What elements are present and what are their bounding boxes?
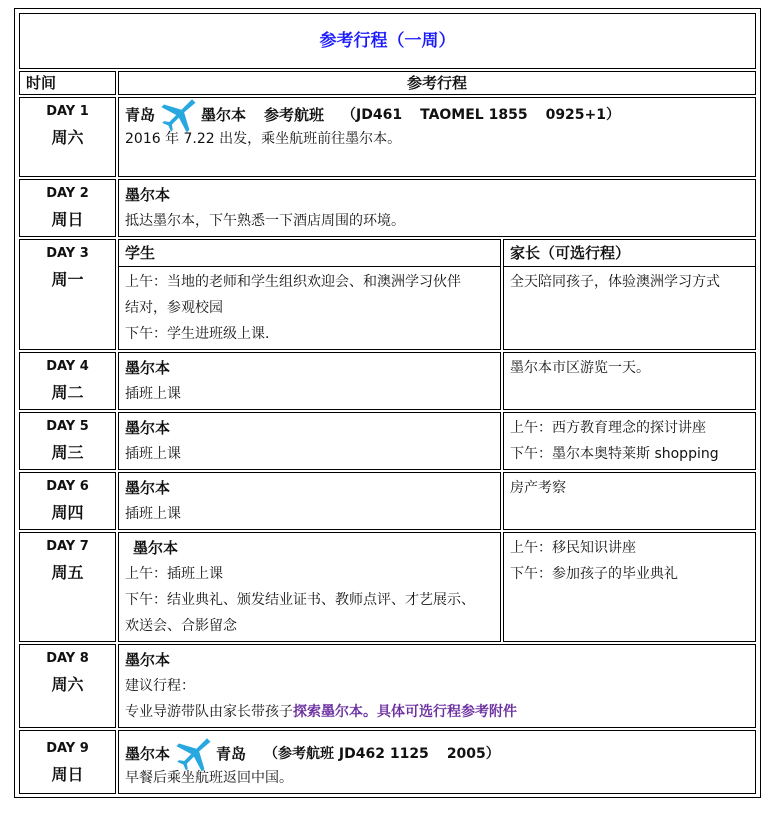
table-row-day3 xyxy=(19,239,756,350)
origin-city: 墨尔本 xyxy=(125,745,171,763)
itinerary-cell xyxy=(118,97,756,177)
student-cell xyxy=(118,239,501,350)
parent-cell xyxy=(503,352,756,410)
table-row-day9 xyxy=(19,730,756,794)
day-cell xyxy=(19,239,116,350)
student-cell xyxy=(118,352,501,410)
weekday-label: 周四 xyxy=(51,503,84,522)
parent-cell xyxy=(503,532,756,642)
weekday-label: 周六 xyxy=(51,128,84,147)
weekday-label: 周五 xyxy=(51,563,84,582)
parent-pm: 下午：参加孩子的毕业典礼 xyxy=(510,566,678,582)
day-note: 2016 年 7.22 出发，乘坐航班前往墨尔本。 xyxy=(125,131,402,147)
weekday-label: 周二 xyxy=(51,383,84,402)
parent-note: 房产考察 xyxy=(510,480,566,496)
itinerary-table xyxy=(17,11,758,796)
table-row-day2 xyxy=(19,179,756,237)
day-cell xyxy=(19,179,116,237)
table-row-day6 xyxy=(19,472,756,530)
place-label: 墨尔本 xyxy=(125,359,171,377)
weekday-label: 周日 xyxy=(51,210,84,229)
table-row-day8 xyxy=(19,644,756,728)
note-highlight: 探索墨尔本。具体可选行程参考附件 xyxy=(293,704,517,720)
day-note: 早餐后乘坐航班返回中国。 xyxy=(125,770,293,786)
student-pm-2: 欢送会、合影留念 xyxy=(125,618,237,634)
student-pm: 下午：学生进班级上课. xyxy=(125,326,270,342)
itinerary-cell xyxy=(118,730,756,794)
day-note: 插班上课 xyxy=(125,506,181,522)
column-header-time: 时间 xyxy=(19,71,116,95)
student-cell xyxy=(118,532,501,642)
parent-cell xyxy=(503,472,756,530)
flight-time: 0925+1） xyxy=(545,107,621,123)
flight-detail: TAOMEL 1855 xyxy=(420,107,528,123)
day-label: DAY 3 xyxy=(46,246,89,261)
weekday-label: 周一 xyxy=(51,270,84,289)
student-am: 上午：插班上课 xyxy=(125,566,223,582)
place-label: 墨尔本 xyxy=(125,651,171,669)
itinerary-cell xyxy=(118,179,756,237)
day-label: DAY 7 xyxy=(46,539,89,554)
flight-label: 参考航班 xyxy=(264,106,325,124)
day-cell xyxy=(19,412,116,470)
day-label: DAY 1 xyxy=(46,104,89,119)
parent-note: 墨尔本市区游览一天。 xyxy=(510,360,650,376)
day-cell xyxy=(19,644,116,728)
day-note: 插班上课 xyxy=(125,386,181,402)
day-label: DAY 4 xyxy=(46,359,89,374)
parent-am: 上午：西方教育理念的探讨讲座 xyxy=(510,420,706,436)
parent-am: 上午：移民知识讲座 xyxy=(510,540,636,556)
flight-info: （参考航班 JD462 1125 xyxy=(264,746,429,762)
day-note: 插班上课 xyxy=(125,446,181,462)
itinerary-cell xyxy=(118,644,756,728)
suggest-label: 建议行程： xyxy=(125,678,195,694)
student-cell xyxy=(118,472,501,530)
parent-cell xyxy=(503,239,756,350)
day-label: DAY 2 xyxy=(46,186,89,201)
table-row-day1 xyxy=(19,97,756,177)
parent-pm: 下午：墨尔本奥特莱斯 shopping xyxy=(510,446,719,462)
day-cell xyxy=(19,532,116,642)
day-note: 抵达墨尔本，下午熟悉一下酒店周围的环境。 xyxy=(125,213,405,229)
student-am-1: 上午：当地的老师和学生组织欢迎会、和澳洲学习伙伴 xyxy=(125,274,461,290)
weekday-label: 周六 xyxy=(51,675,84,694)
student-am-2: 结对，参观校园 xyxy=(125,300,223,316)
table-row-day7 xyxy=(19,532,756,642)
flight-time: 2005） xyxy=(446,746,500,762)
destination-city: 墨尔本 xyxy=(201,106,247,124)
flight-code: （JD461 xyxy=(342,107,403,123)
note-plain: 专业导游带队由家长带孩子 xyxy=(125,704,293,720)
day-cell xyxy=(19,352,116,410)
student-cell xyxy=(118,412,501,470)
parent-header: 家长（可选行程） xyxy=(504,240,755,267)
day-cell xyxy=(19,730,116,794)
student-header: 学生 xyxy=(119,240,500,267)
day-label: DAY 9 xyxy=(46,741,89,756)
place-label: 墨尔本 xyxy=(125,186,171,204)
day-cell xyxy=(19,472,116,530)
day-note xyxy=(125,699,749,725)
day-label: DAY 6 xyxy=(46,479,89,494)
weekday-label: 周日 xyxy=(51,765,84,784)
student-pm-1: 下午：结业典礼、颁发结业证书、教师点评、才艺展示、 xyxy=(125,592,475,608)
parent-note: 全天陪同孩子，体验澳洲学习方式 xyxy=(510,274,720,290)
table-row-day5 xyxy=(19,412,756,470)
day-label: DAY 5 xyxy=(46,419,89,434)
place-label: 墨尔本 xyxy=(125,419,171,437)
day-cell xyxy=(19,97,116,177)
day-label: DAY 8 xyxy=(46,651,89,666)
itinerary-document xyxy=(14,8,761,798)
table-row-day4 xyxy=(19,352,756,410)
place-label: 墨尔本 xyxy=(133,539,179,557)
origin-city: 青岛 xyxy=(125,106,156,124)
destination-city: 青岛 xyxy=(216,745,247,763)
column-header-itinerary: 参考行程 xyxy=(118,71,756,95)
page-title: 参考行程（一周） xyxy=(19,13,756,69)
parent-cell xyxy=(503,412,756,470)
place-label: 墨尔本 xyxy=(125,479,171,497)
weekday-label: 周三 xyxy=(51,443,84,462)
